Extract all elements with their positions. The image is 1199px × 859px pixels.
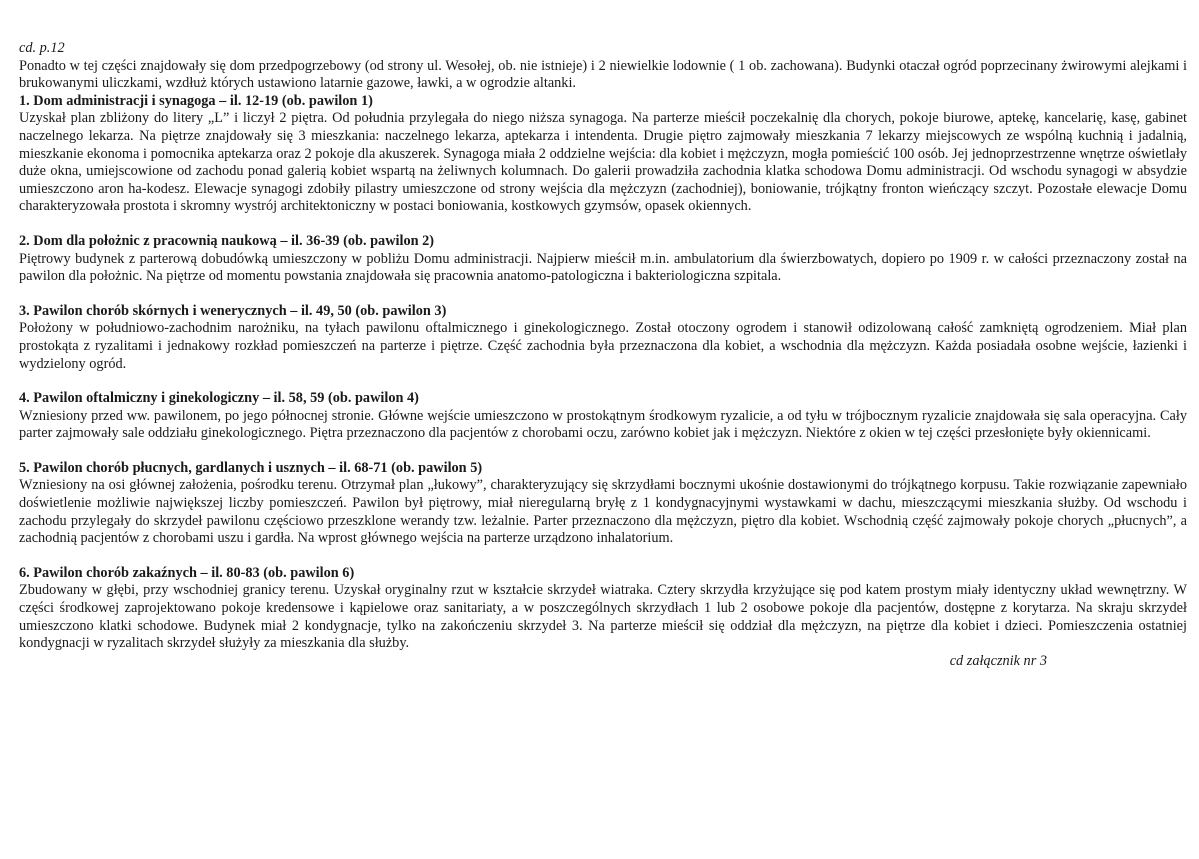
continuation-note-bottom: cd załącznik nr 3	[949, 652, 1047, 669]
section-body: Położony w południowo-zachodnim narożniku, na tyłach pawilonu oftalmicznego i ginekologicznego. Został otoczony ogrodem i stanowił odizolowaną całość zamkniętą ogrodzeniem. Miał plan prostokąta z ryzalitami i jednakowy rozkład pomieszczeń na parterze i piętrze. Część zachodnia była przeznaczona dla kobiet, a wschodnia dla mężczyzn. Każda posiadała osobne wejście, łazienki i wydzielony ogród.	[19, 320, 1187, 372]
section-heading: 5. Pawilon chorób płucnych, gardlanych i usznych – il. 68-71 (ob. pawilon 5)	[19, 459, 483, 476]
section-4	[19, 390, 1187, 443]
section-5	[19, 460, 1187, 548]
section-heading: 2. Dom dla położnic z pracownią naukową – il. 36-39 (ob. pawilon 2)	[19, 232, 435, 249]
section-heading: 3. Pawilon chorób skórnych i wenerycznych – il. 49, 50 (ob. pawilon 3)	[19, 302, 447, 319]
continuation-note-top: cd. p.12	[19, 40, 65, 56]
section-6	[19, 565, 1187, 653]
section-heading: 6. Pawilon chorób zakaźnych – il. 80-83 (ob. pawilon 6)	[19, 564, 355, 581]
section-2	[19, 233, 1187, 286]
intro-paragraph: Ponadto w tej części znajdowały się dom przedpogrzebowy (od strony ul. Wesołej, ob. nie istnieje) i 2 niewielkie lodownie ( 1 ob. zachowana). Budynki otaczał ogród poprzecinany żwirowymi alejkami i brukowanymi uliczkami, wzdłuż których ustawiono latarnie gazowe, ławki, a w ogrodzie altanki.	[19, 57, 1187, 92]
section-body: Zbudowany w głębi, przy wschodniej granicy terenu. Uzyskał oryginalny rzut w kształcie skrzydeł wiatraka. Cztery skrzydła krzyżujące się pod katem prostym miały identyczny układ wewnętrzny. W części środkowej zaprojektowano pokoje kredensowe i kąpielowe oraz sanitariaty, a w poszczególnych skrzydłach 1 lub 2 osobowe pokoje dla pacjentów, dostępne z korytarza. Na skraju skrzydeł umieszczono klatki schodowe. Budynek miał 2 kondygnacje, tylko na zakończeniu skrzydeł 3. Na parterze mieścił się oddział dla mężczyzn, na piętrze dla kobiet i dzieci. Pomieszczenia ostatniej kondygnacji w ryzalitach skrzydeł służyły za mieszkania dla służby.	[19, 582, 1187, 652]
section-3	[19, 303, 1187, 373]
document-page	[19, 40, 1187, 670]
section-heading: 4. Pawilon oftalmiczny i ginekologiczny – il. 58, 59 (ob. pawilon 4)	[19, 390, 419, 407]
section-body: Uzyskał plan zbliżony do litery „L” i liczył 2 piętra. Od południa przylegała do niego niższa synagoga. Na parterze mieścił poczekalnię dla chorych, pokoje biurowe, aptekę, kancelarię, kasę, gabinet naczelnego lekarza. Na piętrze znajdowały się 3 mieszkania: naczelnego lekarza, aptekarza i intendenta. Drugie piętro zajmowały mieszkania 7 lekarzy miejscowych ze wspólną kuchnią i jadalnią, mieszkanie ekonoma i pomocnika aptekarza oraz 2 pokoje dla akuszerek. Synagoga miała 2 oddzielne wejścia: dla kobiet i mężczyzn, mogła pomieścić 100 osób. Jej jednoprzestrzenne wnętrze oświetlały duże okna, umiejscowione od zachodu ponad galerią kobiet wspartą na żeliwnych kolumnach. Do galerii prowadziła zachodnia klatka schodowa Domu administracji. Od wschodu synagogi w absydzie umieszczono aron ha-kodesz. Elewacje synagogi zdobiły pilastry umieszczone od strony wejścia dla mężczyzn (zachodniej), boniowanie, trójkątny fronton wieńczący szczyt. Pozostałe elewacje Domu charakteryzowała prostota i skromny wystrój architektoniczny w postaci boniowania, kostkowych gzymsów, opasek okiennych.	[19, 110, 1187, 215]
section-body: Piętrowy budynek z parterową dobudówką umieszczony w pobliżu Domu administracji. Najpierw mieścił m.in. ambulatorium dla świerzbowatych, dopiero po 1909 r. w całości przeznaczony został na pawilon dla położnic. Na piętrze od momentu powstania znajdowała się pracownia anatomo-patologiczna i bakteriologiczna szpitala.	[19, 250, 1187, 285]
section-body: Wzniesiony przed ww. pawilonem, po jego północnej stronie. Główne wejście umieszczono w prostokątnym środkowym ryzalicie, a od tyłu w trójbocznym ryzalicie znajdowała się sala operacyjna. Cały parter zajmowały sale oddziału ginekologicznego. Piętra przeznaczono dla pacjentów z chorobami oczu, zarówno kobiet jak i mężczyzn. Niektóre z okien w tej części przesłonięte były okiennicami.	[19, 407, 1187, 442]
section-heading: 1. Dom administracji i synagoga – il. 12-19 (ob. pawilon 1)	[19, 92, 373, 109]
section-body: Wzniesiony na osi głównej założenia, pośrodku terenu. Otrzymał plan „łukowy”, charakteryzujący się skrzydłami bocznymi ukośnie dostawionymi do trójkątnego korpusu. Takie rozwiązanie zapewniało doświetlenie możliwie największej liczby pomieszczeń. Pawilon był piętrowy, miał nieregularną bryłę z 1 kondygnacyjnymi wystawkami w dachu, mieszczącymi mieszkania służby. Od wschodu i zachodu przylegały do skrzydeł pawilonu częściowo przeszklone werandy tzw. leżalnie. Parter przeznaczono dla mężczyzn, piętro dla kobiet. Wschodnią część zajmowały pokoje chorych „płucnych”, a zachodnią pacjentów z chorobami uszu i gardła. Na wprost głównego wejścia na parterze urządzono inhalatorium.	[19, 477, 1187, 547]
section-1	[19, 93, 1187, 216]
